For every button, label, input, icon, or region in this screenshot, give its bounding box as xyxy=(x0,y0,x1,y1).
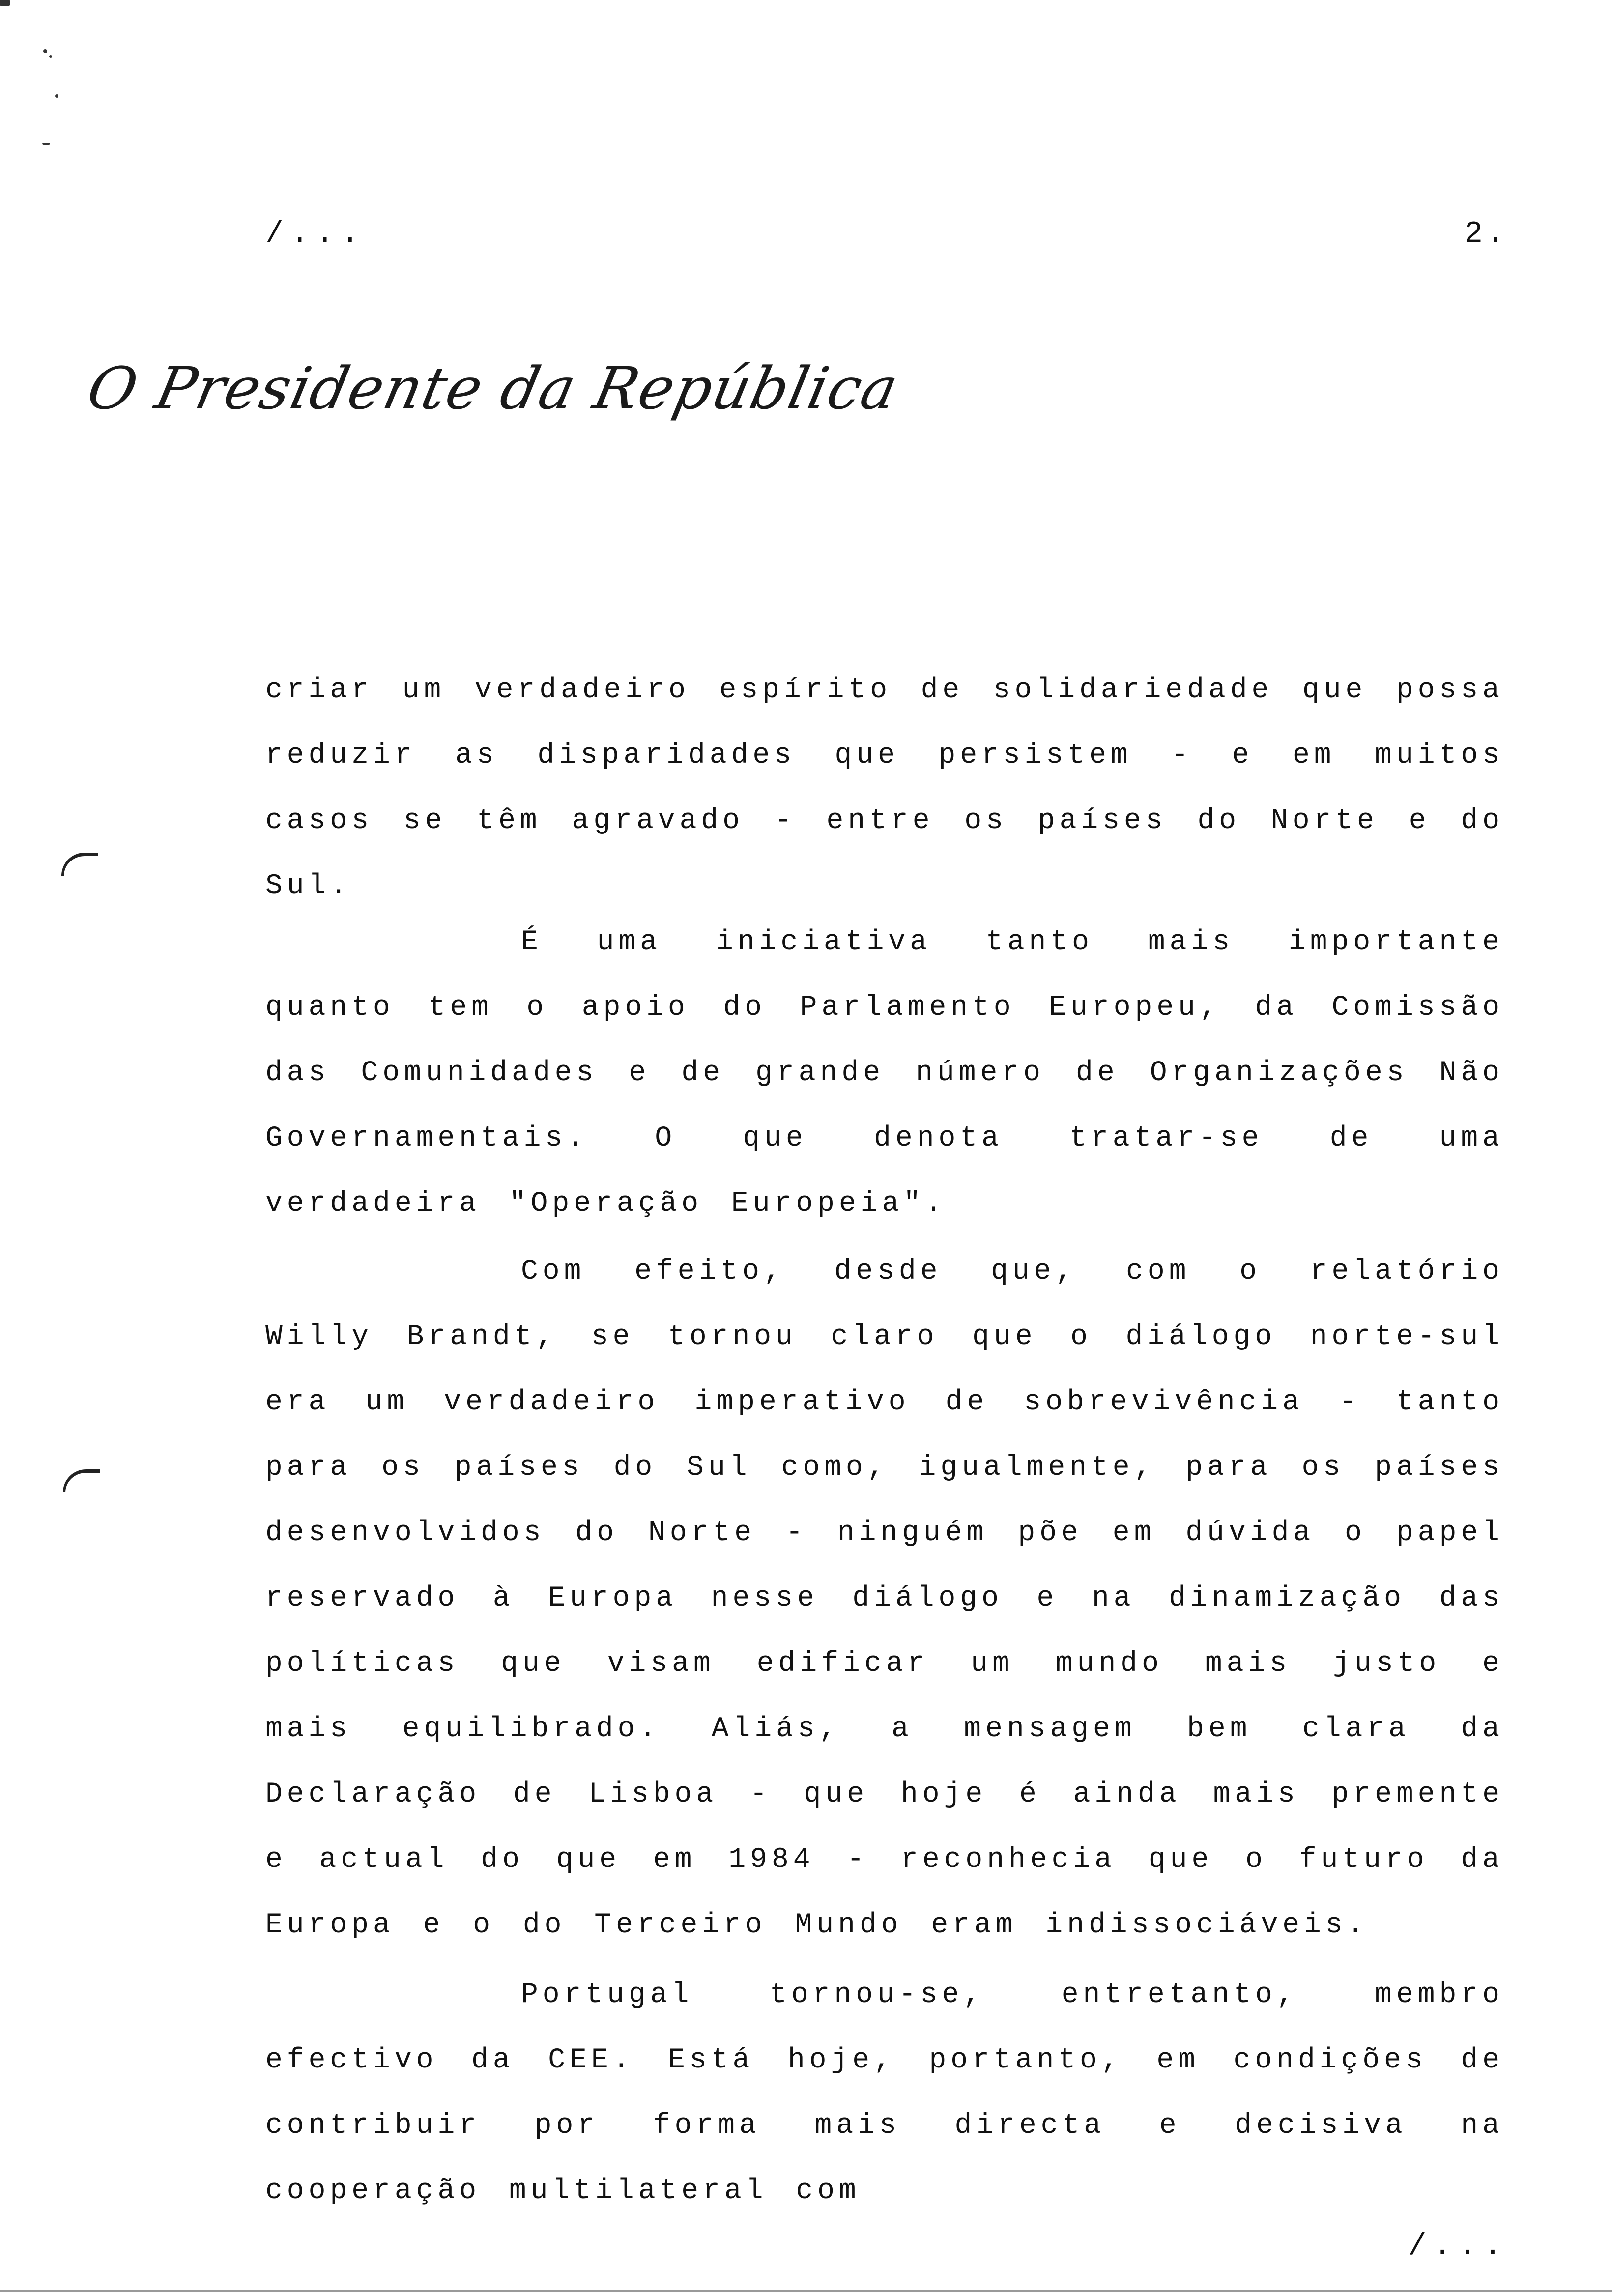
paragraph-text: criar um verdadeiro espírito de solidariedade que possa reduzir as disparidades que persistem - e em muitos casos se têm agravado - entre os países do Norte e do Sul. xyxy=(265,674,1504,902)
scan-edge-line xyxy=(0,2290,1612,2292)
letterhead-text: O Presidente da República xyxy=(82,354,905,422)
paragraph-text: É uma iniciativa tanto mais importante quanto tem o apoio do Parlamento Europeu, da Comissão das Comunidades e de grande número de Organizações Não Governamentais. O que denota tratar-se de uma verdadeira "Operação Europeia". xyxy=(265,926,1504,1220)
header-continuation-mark: /... xyxy=(265,216,366,251)
paragraph-1 xyxy=(265,658,1504,919)
presidential-letterhead xyxy=(82,344,905,432)
paragraph-4 xyxy=(265,1962,1504,2224)
page-number: 2. xyxy=(1464,216,1509,251)
scan-speck xyxy=(49,55,52,58)
paragraph-3 xyxy=(265,1239,1504,1958)
hole-punch-mark xyxy=(61,853,98,876)
paragraph-text: Com efeito, desde que, com o relatório Willy Brandt, se tornou claro que o diálogo norte-sul era um verdadeiro imperativo de sobrevivência - tanto para os países do Sul como, igualmente, para os países desenvolvidos do Norte - ninguém põe em dúvida o papel reservado à Europa nesse diálogo e na dinamização das políticas que visam edificar um mundo mais justo e mais equilibrado. Aliás, a mensagem bem clara da Declaração de Lisboa - que hoje é ainda mais premente e actual do que em 1984 - reconhecia que o futuro da Europa e o do Terceiro Mundo eram indissociáveis. xyxy=(265,1256,1504,1941)
hole-punch-mark xyxy=(63,1469,100,1492)
scan-speck xyxy=(0,0,10,6)
footer-continuation-mark: /... xyxy=(1408,2229,1509,2264)
scan-speck xyxy=(55,94,58,98)
scan-speck xyxy=(42,143,50,145)
scan-speck xyxy=(43,49,47,53)
paragraph-text: Portugal tornou-se, entretanto, membro efectivo da CEE. Está hoje, portanto, em condições de contribuir por forma mais directa e decisiva na cooperação multilateral com xyxy=(265,1979,1504,2207)
paragraph-2 xyxy=(265,910,1504,1236)
